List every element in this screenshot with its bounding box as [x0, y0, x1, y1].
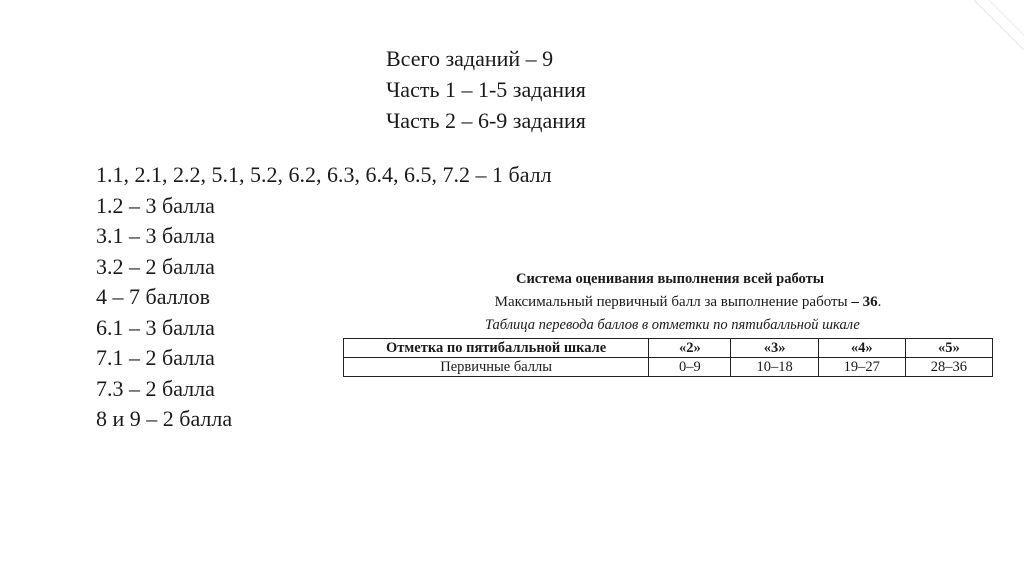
grading-title: Система оценивания выполнения всей работы [515, 271, 825, 287]
total-tasks-line: Всего заданий – 9 [386, 46, 554, 71]
max-score-line [363, 290, 1013, 314]
max-score-value: – 36 [851, 294, 878, 310]
table-cell: 19–27 [818, 358, 905, 377]
grading-system-excerpt [343, 268, 993, 377]
header-cell: «5» [905, 339, 992, 358]
score-line: 1.1, 2.1, 2.2, 5.1, 5.2, 6.2, 6.3, 6.4, 6.5, 7.2 – 1 балл [96, 162, 552, 187]
part2-line: Часть 2 – 6-9 задания [386, 108, 586, 133]
header-cell: Отметка по пятибалльной шкале [344, 339, 649, 358]
header-cell: «4» [818, 339, 905, 358]
score-line: 1.2 – 3 балла [96, 192, 215, 218]
table-cell: 28–36 [905, 358, 992, 377]
score-line: 6.1 – 3 балла [96, 314, 215, 340]
score-line: 8 и 9 – 2 балла [96, 406, 233, 431]
table-header-row [344, 339, 993, 358]
score-line: 7.1 – 2 балла [96, 345, 215, 370]
header-cell: «3» [731, 339, 818, 358]
score-line: 4 – 7 баллов [96, 284, 210, 309]
score-line: 7.3 – 2 балла [96, 375, 215, 401]
max-score-end: . [877, 294, 882, 310]
table-caption: Таблица перевода баллов в отметки по пятибалльной шкале [485, 317, 860, 333]
task-summary [386, 43, 586, 136]
table-cell: 10–18 [731, 358, 818, 377]
grade-conversion-table [343, 338, 993, 377]
table-row [344, 358, 993, 377]
max-score-text: Максимальный первичный балл за выполнение работы [494, 294, 848, 310]
header-cell: «2» [649, 339, 731, 358]
score-line: 3.1 – 3 балла [96, 223, 215, 248]
slide-corner-decoration [964, 0, 1024, 60]
part1-line: Часть 1 – 1-5 задания [386, 77, 586, 102]
table-cell: Первичные баллы [344, 358, 649, 377]
score-line: 3.2 – 2 балла [96, 253, 215, 279]
table-cell: 0–9 [649, 358, 731, 377]
